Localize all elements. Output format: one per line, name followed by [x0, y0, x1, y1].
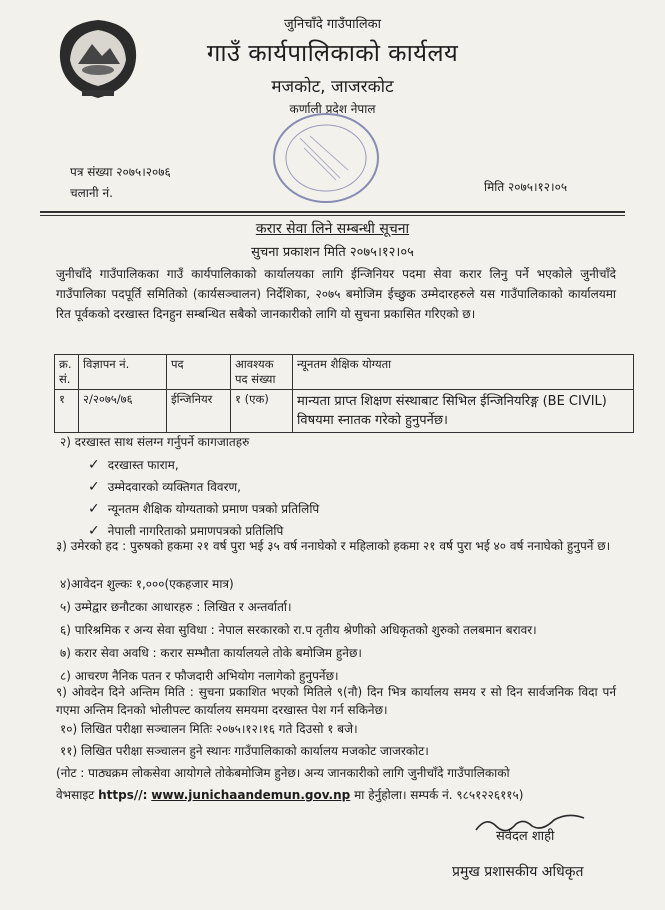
- checkmark-icon: ✓: [88, 457, 100, 473]
- signatory-designation: प्रमुख प्रशासकीय अधिकृत: [452, 864, 584, 880]
- cell-post: ईन्जिनियर: [167, 390, 231, 433]
- letter-number: पत्र संख्या २०७५।२०७६: [70, 165, 171, 179]
- list-item: ✓ उम्मेदवारको व्यक्तिगत विवरण,: [88, 479, 241, 495]
- list-item: ✓ नेपाली नागरिताको प्रमाणपत्रको प्रतिलिपि: [88, 523, 284, 539]
- clause-fee: ४)आवेदन शुल्कः १,०००(एकहजार मात्र): [60, 577, 234, 591]
- col-header-count: आवश्यक पद संख्या: [231, 355, 293, 390]
- dispatch-number: चलानी नं.: [70, 186, 113, 200]
- clause-selection: ५) उम्मेद्वार छनौटका आधारहरु : लिखित र अन्तर्वार्ता।: [60, 600, 292, 614]
- divider: [40, 215, 625, 216]
- vacancy-table: [54, 354, 634, 433]
- list-item: ✓ दरखास्त फाराम,: [88, 457, 179, 473]
- col-header-sn: क्र. सं.: [55, 355, 79, 390]
- checkmark-icon: ✓: [88, 501, 100, 517]
- col-header-ad-no: विज्ञापन नं.: [79, 355, 167, 390]
- office-name: गाउँ कार्यपालिकाको कार्यलय: [206, 39, 459, 67]
- clause-contract-period: ७) करार सेवा अवधि : करार सम्भौता कार्यालयले तोके बमोजिम हुनेछ।: [60, 646, 362, 660]
- list-item: ✓ न्यूनतम शैक्षिक योग्यताको प्रमाण पत्रको प्रतिलिपि: [88, 501, 320, 517]
- municipality-name: जुनिचाँदे गाउँपालिका: [284, 17, 381, 32]
- col-header-post: पद: [167, 355, 231, 390]
- clause-exam-venue: ११) लिखित परीक्षा सञ्चालन हुने स्थानः गाउँपालिकाको कार्यालय मजकोट जाजरकोट।: [60, 744, 429, 758]
- cell-qualification: मान्यता प्राप्त शिक्षण संस्थाबाट सिभिल ईन्जिनियरिङ्ग (BE CIVIL) विषयमा स्नातक गरेको हुनुपर्नेछ।: [293, 390, 634, 433]
- clause-deadline: ९) ओवदेन दिने अन्तिम मिति : सुचना प्रकाशित भएको मितिले ९(नौ) दिन भित्र कार्यालय समय र सो दिन सार्वजनिक विदा पर्न गएमा अन्तिम दिनको भोलीपल्ट कार्यालय समयमा दरखास्त पेश गर्न सकिनेछ।: [56, 685, 616, 717]
- clause-exam-date: १०) लिखित परीक्षा सञ्चालन मितिः २०७५।१२।१६ गते दिउसो १ बजे।: [60, 722, 358, 736]
- cell-ad-no: २/२०७५/७६: [79, 390, 167, 433]
- office-stamp-seal: [270, 108, 382, 208]
- table-row: [55, 390, 634, 433]
- province-name: कर्णाली प्रदेश नेपाल: [289, 102, 376, 116]
- note-prefix: वेभसाइट: [56, 788, 95, 802]
- note-suffix: मा हेर्नुहोला। सम्पर्क नं. ९८५१२२६११५): [354, 788, 524, 802]
- checkmark-icon: ✓: [88, 479, 100, 495]
- signatory-name: सर्वदल शाही: [496, 829, 555, 844]
- office-address: मजकोट, जाजरकोट: [271, 77, 394, 97]
- table-header-row: [55, 355, 634, 390]
- checkmark-icon: ✓: [88, 523, 100, 539]
- documents-heading: २) दरखास्त साथ संलग्न गर्नुपर्ने कागजातहरु: [60, 435, 250, 449]
- col-header-qualification: न्यूनतम शैक्षिक योग्यता: [293, 355, 634, 390]
- clause-salary: ६) पारिश्रमिक र अन्य सेवा सुविधा : नेपाल सरकारको रा.प तृतीय श्रेणीको अधिकृतको शुरुको तलबमान बरावर।: [60, 623, 537, 637]
- intro-paragraph: जुनीचाँदे गाउँपालिकका गाउँ कार्यपालिकाको कार्यालयका लागि ईन्जिनियर पदमा सेवा करार लिनु पर्ने भएकोले जुनीचाँदे गाउँपालिका पदपूर्ति समितिको (कार्यसञ्चालन) निर्देशिका, २०७५ बमोजिम ईच्छुक उम्मेदारहरुले यस गाउँपालिकाको कार्यालयमा रित पूर्वकको दरखास्त दिनहुन सम्बन्धित सबैको जानकारीको लागि यो सुचना प्रकासित गरिएको छ।: [56, 267, 616, 321]
- nepal-emblem-logo: [52, 14, 144, 102]
- notice-title: करार सेवा लिने सम्बन्धी सूचना: [255, 221, 410, 237]
- divider: [40, 211, 625, 213]
- cell-count: १ (एक): [231, 390, 293, 433]
- url-scheme: https//:: [98, 788, 148, 802]
- note-line: (नोट : पाठ्यक्रम लोकसेवा आयोगले तोकेबमोजिम हुनेछ। अन्य जानकारीको लागि जुनीचाँदे गाउँपालिकाको: [56, 766, 510, 780]
- letter-date: मिति २०७५।१२।०५: [484, 180, 568, 194]
- publish-date: सुचना प्रकाशन मिति २०७५।१२।०५: [251, 245, 414, 260]
- cell-sn: १: [55, 390, 79, 433]
- website-link[interactable]: www.junichaandemun.gov.np: [151, 788, 351, 802]
- clause-conduct: ८) आचरण नैनिक पतन र फौजदारी अभियोग नलागेको हुनुपर्नेछ।: [60, 669, 339, 683]
- clause-age-limit: ३) उमेरको हद : पुरुषको हकमा २१ वर्ष पुरा भई ३५ वर्ष ननाघेको र महिलाको हकमा २१ वर्ष पुरा भई ४० वर्ष ननाघेको हुनुपर्ने छ।: [56, 539, 611, 553]
- note-website-line: [56, 786, 523, 803]
